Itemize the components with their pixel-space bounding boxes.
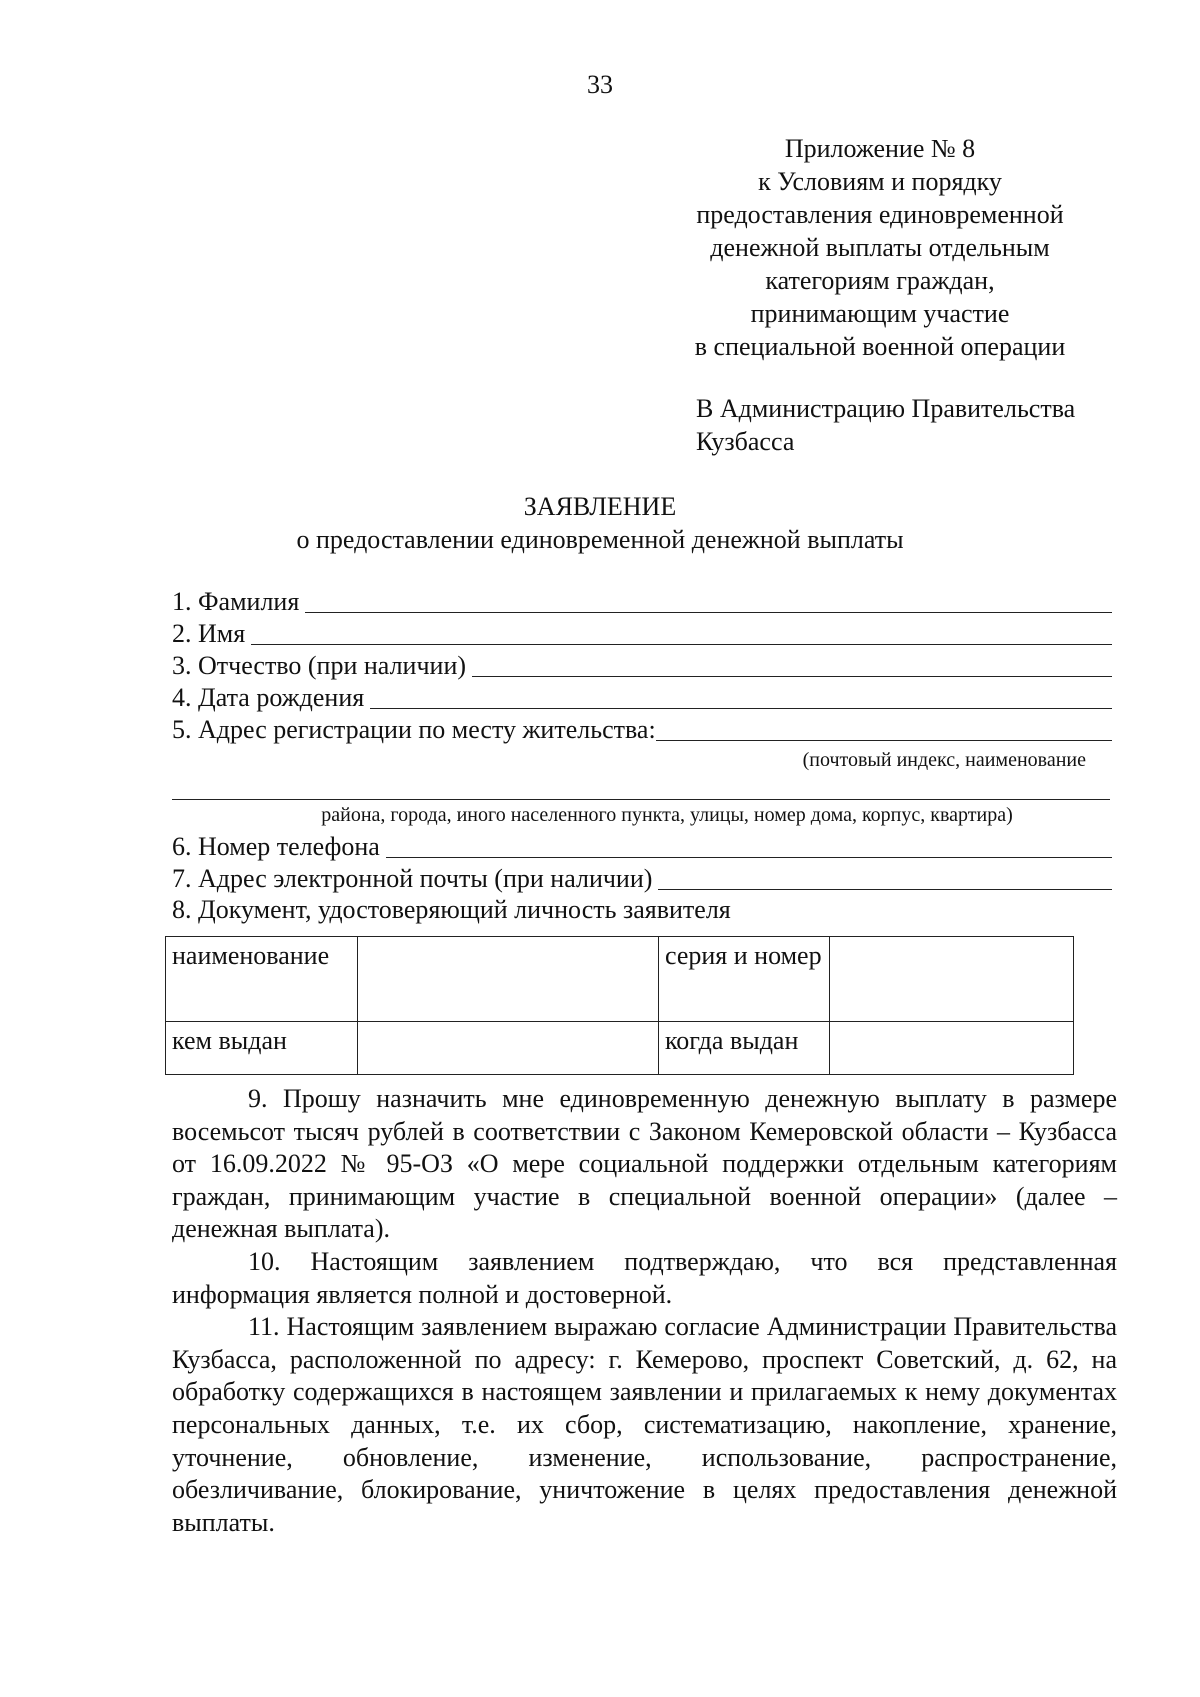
doc-issued-date-cell[interactable] (830, 1022, 1074, 1075)
appendix-line: предоставления единовременной (696, 200, 1064, 229)
phone-blank[interactable] (386, 835, 1112, 858)
doc-issued-by-cell[interactable] (358, 1022, 659, 1075)
address-blank-2[interactable] (172, 779, 1110, 800)
surname-field (172, 585, 1112, 617)
doc-issued-date-label: когда выдан (659, 1022, 830, 1075)
document-heading: 8. Документ, удостоверяющий личность заявителя (172, 895, 731, 924)
appendix-line: в специальной военной операции (694, 332, 1066, 361)
patronymic-field (172, 649, 1112, 681)
paragraph-11: 11. Настоящим заявлением выражаю согласие Администрации Правительства Кузбасса, расположенной по адресу: г. Кемерово, проспект Советский, д. 62, на обработку содержащихся в настоящем заявлении и прилагаемых к нему документах персональных данных, т.е. их сбор, систематизацию, накопление, хранение, уточнение, обновление, изменение, использование, распространение, обезличивание, блокирование, уничтожение в целях предоставления денежной выплаты. (172, 1312, 1117, 1537)
document-title (0, 490, 1200, 556)
name-label: 2. Имя (172, 619, 246, 648)
table-row (166, 937, 1074, 1022)
title-sub: о предоставлении единовременной денежной выплаты (296, 525, 904, 554)
paragraph-10: 10. Настоящим заявлением подтверждаю, что вся представленная информация является полной и достоверной. (172, 1246, 1117, 1309)
address-hint-2: района, города, иного населенного пункта, улицы, номер дома, корпус, квартира) (321, 804, 1013, 826)
name-field (172, 617, 1112, 649)
email-blank[interactable] (658, 867, 1112, 890)
identity-document-table (165, 936, 1074, 1075)
appendix-line: принимающим участие (750, 299, 1010, 328)
appendix-header (660, 132, 1100, 363)
appendix-line: к Условиям и порядку (758, 167, 1002, 196)
doc-series-label: серия и номер (659, 937, 830, 1022)
doc-name-cell[interactable] (358, 937, 659, 1022)
applicant-fields (172, 585, 1112, 926)
birth-date-label: 4. Дата рождения (172, 683, 365, 712)
patronymic-label: 3. Отчество (при наличии) (172, 651, 467, 680)
phone-field (172, 830, 1112, 862)
address-blank[interactable] (656, 718, 1112, 741)
address-field (172, 713, 1112, 745)
addressee-line: Кузбасса (696, 427, 795, 456)
surname-label: 1. Фамилия (172, 587, 300, 616)
page-number: 33 (587, 70, 613, 99)
statement-paragraphs (172, 1083, 1117, 1539)
appendix-line: Приложение № 8 (784, 134, 976, 163)
appendix-line: денежной выплаты отдельным (710, 233, 1050, 262)
addressee (696, 392, 1075, 458)
address-hint-1: (почтовый индекс, наименование (802, 749, 1086, 771)
patronymic-blank[interactable] (472, 654, 1112, 677)
phone-label: 6. Номер телефона (172, 832, 380, 861)
addressee-line: В Администрацию Правительства (696, 394, 1076, 423)
title-main: ЗАЯВЛЕНИЕ (523, 492, 677, 521)
doc-issued-by-label: кем выдан (166, 1022, 358, 1075)
name-blank[interactable] (251, 622, 1112, 645)
address-label: 5. Адрес регистрации по месту жительства: (172, 715, 656, 744)
table-row (166, 1022, 1074, 1075)
paragraph-9: 9. Прошу назначить мне единовременную денежную выплату в размере восемьсот тысяч рублей в соответствии с Законом Кемеровской области – Кузбасса от 16.09.2022 № 95-ОЗ «О мере социальной поддержки отдельным категориям граждан, принимающим участие в специальной военной операции» (далее – денежная выплата). (172, 1084, 1117, 1244)
surname-blank[interactable] (305, 590, 1112, 613)
birth-date-field (172, 681, 1112, 713)
birth-date-blank[interactable] (370, 686, 1112, 709)
appendix-line: категориям граждан, (765, 266, 995, 295)
email-label: 7. Адрес электронной почты (при наличии) (172, 864, 653, 893)
doc-series-cell[interactable] (830, 937, 1074, 1022)
email-field (172, 862, 1112, 894)
doc-name-label: наименование (166, 937, 358, 1022)
